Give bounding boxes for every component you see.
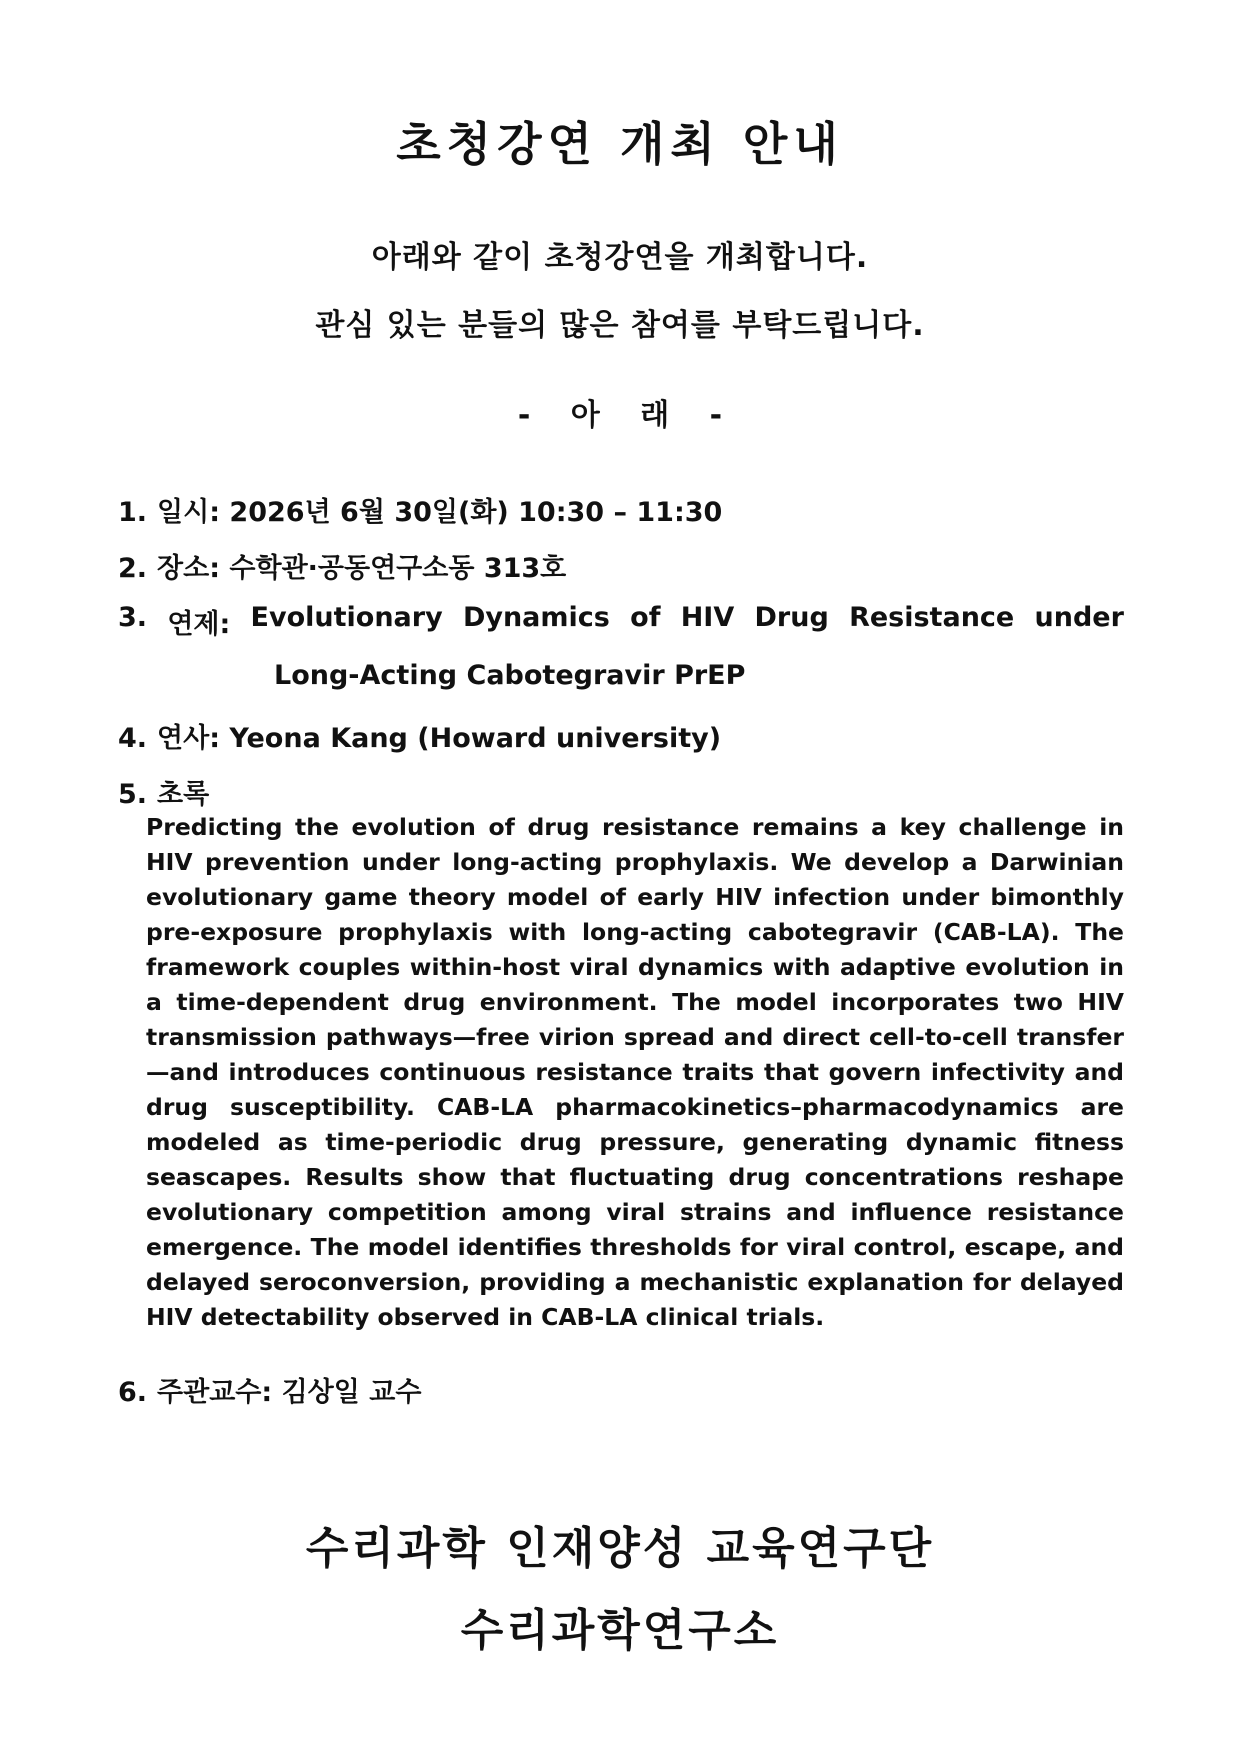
topic-word: HIV	[680, 602, 735, 633]
item-label: 일시:	[157, 497, 221, 528]
item-abstract-heading	[118, 772, 209, 811]
item-number: 3.	[118, 602, 148, 633]
item-label: 주관교수:	[157, 1377, 273, 1408]
item-label: 장소:	[157, 553, 221, 584]
document-title: 초청강연 개최 안내	[396, 117, 844, 171]
topic-word: of	[630, 602, 661, 633]
organizer-line-2: 수리과학연구소	[460, 1605, 780, 1656]
organizer-line-1: 수리과학 인재양성 교육연구단	[305, 1523, 935, 1574]
item-value: 김상일 교수	[281, 1377, 422, 1408]
item-number: 2.	[118, 553, 148, 584]
item-number: 5.	[118, 779, 148, 810]
item-label: 연제:	[167, 609, 231, 640]
item-place	[118, 546, 566, 585]
topic-word: Resistance	[849, 602, 1015, 633]
item-number: 6.	[118, 1377, 148, 1408]
intro-line-1: 아래와 같이 초청강연을 개최합니다.	[371, 240, 869, 275]
topic-word: under	[1034, 602, 1124, 633]
topic-word: Dynamics	[462, 602, 610, 633]
topic-line-1	[118, 602, 1124, 641]
item-number: 4.	[118, 723, 148, 754]
topic-line-2: Long-Acting Cabotegravir PrEP	[274, 660, 746, 691]
item-value: Yeona Kang (Howard university)	[229, 723, 722, 754]
intro-line-2: 관심 있는 분들의 많은 참여를 부탁드립니다.	[315, 308, 925, 343]
item-label: 초록	[157, 779, 210, 810]
item-value: 수학관·공동연구소동 313호	[229, 553, 567, 584]
item-label: 연사:	[157, 723, 221, 754]
item-number: 1.	[118, 497, 148, 528]
item-date	[118, 490, 722, 529]
topic-word: Evolutionary	[250, 602, 443, 633]
topic-word: Drug	[754, 602, 829, 633]
abstract-text: Predicting the evolution of drug resistance remains a key challenge in HIV prevention under long-acting prophylaxis. We develop a Darwinian evolutionary game theory model of early HIV infection under bimonthly pre-exposure prophylaxis with long-acting cabotegravir (CAB-LA). The framework couples within-host viral dynamics with adaptive evolution in a time-dependent drug environment. The model incorporates two HIV transmission pathways—free virion spread and direct cell-to-cell transfer—and introduces continuous resistance traits that govern infectivity and drug susceptibility. CAB-LA pharmacokinetics–pharmacodynamics are modeled as time-periodic drug pressure, generating dynamic fitness seascapes. Results show that fluctuating drug concentrations reshape evolutionary competition among viral strains and influence resistance emergence. The model identifies thresholds for viral control, escape, and delayed seroconversion, providing a mechanistic explanation for delayed HIV detectability observed in CAB-LA clinical trials.	[146, 813, 1124, 1331]
item-host	[118, 1370, 421, 1409]
item-speaker	[118, 716, 721, 755]
item-topic	[118, 602, 1124, 691]
item-value: 2026년 6월 30일(화) 10:30 – 11:30	[229, 497, 723, 528]
section-marker: - 아 래 -	[517, 398, 723, 433]
